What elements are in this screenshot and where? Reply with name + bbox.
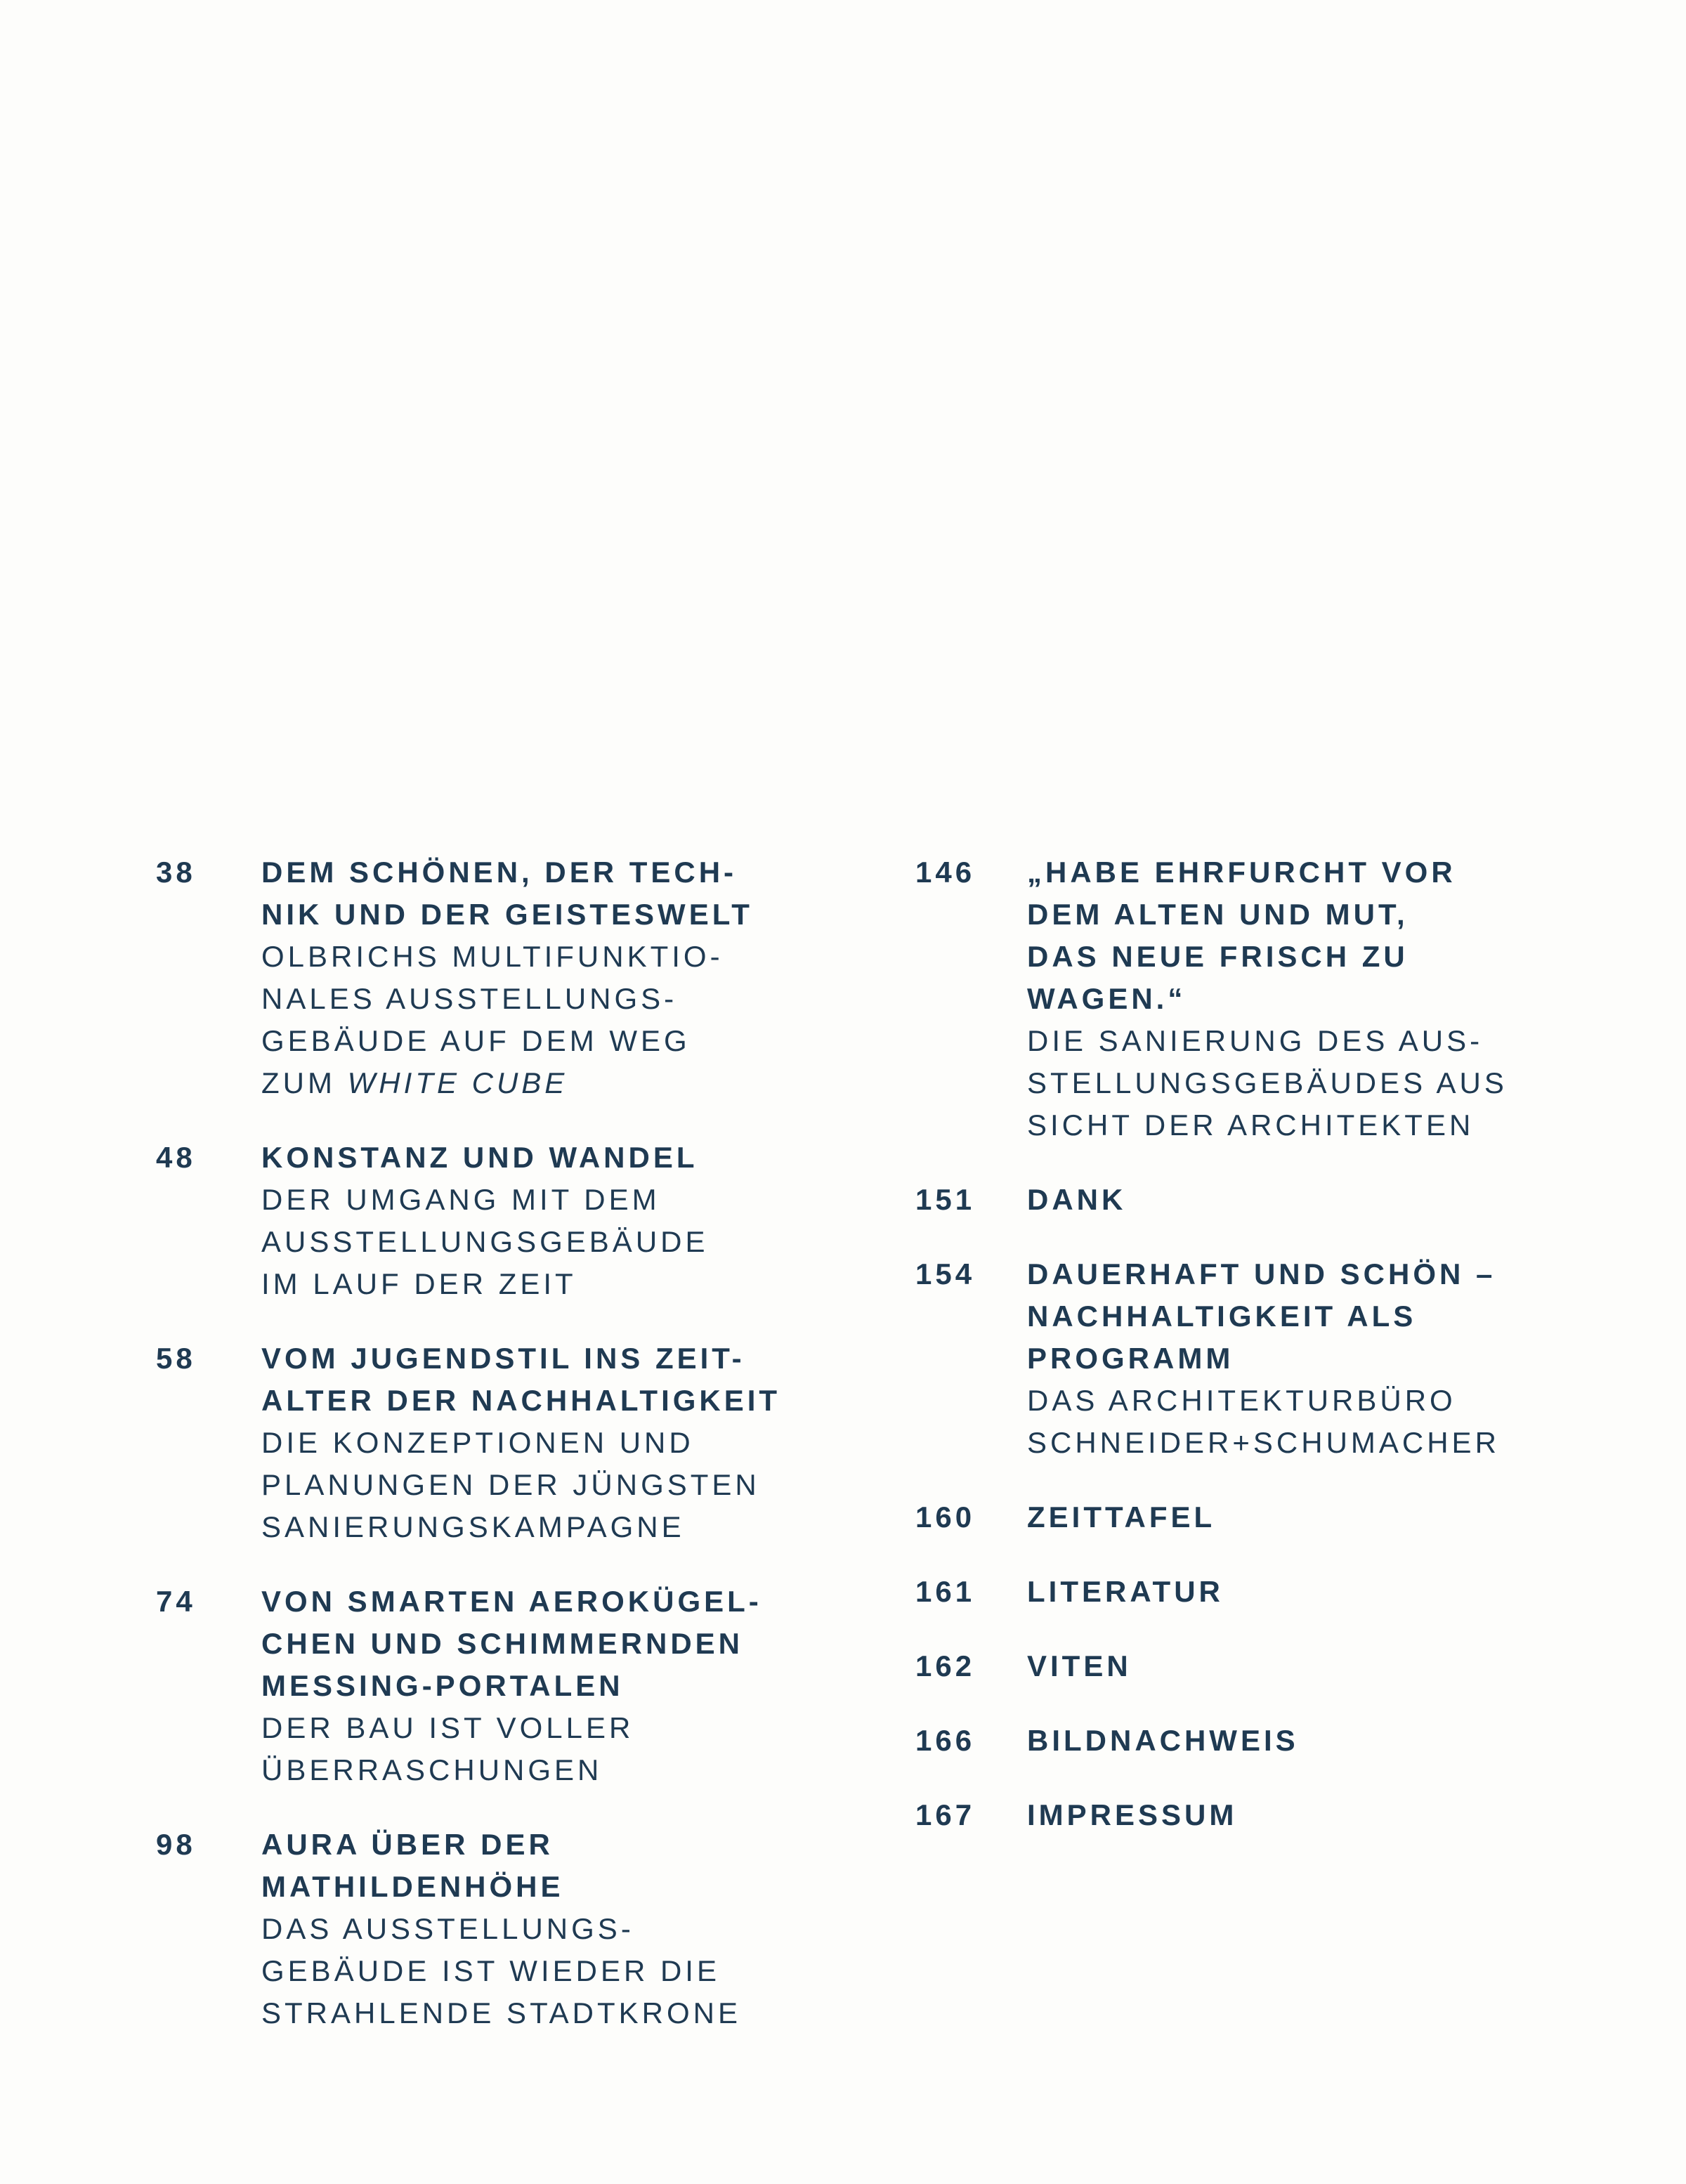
entry-text	[261, 1824, 887, 2034]
page-number: 48	[156, 1141, 196, 1174]
entry-title-line: AURA ÜBER DER	[261, 1828, 554, 1861]
entry-subtitle-line	[1027, 1062, 1625, 1104]
page-number: 160	[915, 1500, 976, 1534]
page-number: 151	[915, 1183, 976, 1216]
entry-title-line: LITERATUR	[1027, 1575, 1224, 1608]
subtitle-segment: DAS ARCHITEKTURBÜRO	[1027, 1384, 1456, 1417]
subtitle-segment: STRAHLENDE STADTKRONE	[261, 1996, 741, 2029]
entry-text	[1027, 1496, 1625, 1538]
toc-entry	[915, 851, 1625, 1146]
entry-subtitle-line	[261, 1422, 887, 1464]
subtitle-segment: NALES AUSSTELLUNGS-	[261, 982, 678, 1015]
entry-title-line: CHEN UND SCHIMMERNDEN	[261, 1627, 744, 1660]
entry-title-line: VITEN	[1027, 1649, 1132, 1682]
page-number: 146	[915, 856, 976, 889]
toc-entry	[156, 1581, 887, 1791]
toc-entry	[156, 1137, 887, 1305]
entry-text	[1027, 1645, 1625, 1687]
entry-title-line: ZEITTAFEL	[1027, 1500, 1216, 1534]
entry-text	[261, 851, 887, 1104]
entry-text	[1027, 1571, 1625, 1613]
entry-subtitle-line	[1027, 1380, 1625, 1422]
entry-title-line: VOM JUGENDSTIL INS ZEIT-	[261, 1342, 745, 1375]
subtitle-segment: STELLUNGSGEBÄUDES AUS	[1027, 1066, 1508, 1099]
entry-title-line: MATHILDENHÖHE	[261, 1870, 564, 1903]
subtitle-segment: DAS AUSSTELLUNGS-	[261, 1912, 634, 1945]
subtitle-segment: SANIERUNGSKAMPAGNE	[261, 1510, 685, 1543]
entry-subtitle-line	[261, 1221, 887, 1263]
page-number: 161	[915, 1575, 976, 1608]
entry-title-line: IMPRESSUM	[1027, 1798, 1238, 1831]
toc-entry	[915, 1496, 1625, 1538]
entry-text	[261, 1581, 887, 1791]
subtitle-segment: IM LAUF DER ZEIT	[261, 1267, 577, 1300]
entry-title-line: NIK UND DER GEISTESWELT	[261, 898, 753, 931]
subtitle-segment: ÜBERRASCHUNGEN	[261, 1753, 603, 1786]
subtitle-segment: DER UMGANG MIT DEM	[261, 1183, 660, 1216]
page-number: 38	[156, 856, 196, 889]
entry-title-line: NACHHALTIGKEIT ALS	[1027, 1300, 1417, 1333]
toc-column-right	[915, 851, 1625, 1869]
subtitle-segment: GEBÄUDE AUF DEM WEG	[261, 1024, 691, 1057]
entry-title-line: „HABE EHRFURCHT VOR	[1027, 856, 1456, 889]
entry-subtitle-line	[261, 1950, 887, 1992]
subtitle-segment: DIE KONZEPTIONEN UND	[261, 1426, 694, 1459]
entry-title-line: DEM ALTEN UND MUT,	[1027, 898, 1409, 931]
toc-entry	[156, 1824, 887, 2034]
entry-subtitle-line	[1027, 1104, 1625, 1146]
subtitle-segment-italic: WHITE CUBE	[347, 1066, 568, 1099]
page-number: 154	[915, 1257, 976, 1290]
subtitle-segment: GEBÄUDE IST WIEDER DIE	[261, 1954, 720, 1987]
subtitle-segment: PLANUNGEN DER JÜNGSTEN	[261, 1468, 760, 1501]
toc-entry	[915, 1794, 1625, 1836]
page-number: 98	[156, 1828, 196, 1861]
toc-entry	[915, 1571, 1625, 1613]
subtitle-segment: OLBRICHS MULTIFUNKTIO-	[261, 940, 724, 973]
entry-text	[1027, 1253, 1625, 1464]
toc-entry	[156, 851, 887, 1104]
entry-text	[1027, 1720, 1625, 1762]
entry-text	[1027, 1179, 1625, 1221]
entry-subtitle-line	[261, 1464, 887, 1506]
toc-entry	[915, 1253, 1625, 1464]
entry-subtitle-line	[1027, 1422, 1625, 1464]
entry-subtitle-line	[261, 978, 887, 1020]
entry-title-line: BILDNACHWEIS	[1027, 1724, 1299, 1757]
subtitle-segment: DER BAU IST VOLLER	[261, 1711, 634, 1744]
entry-title-line: MESSING-PORTALEN	[261, 1669, 624, 1702]
entry-subtitle-line	[261, 1263, 887, 1305]
subtitle-segment: ZUM	[261, 1066, 348, 1099]
entry-subtitle-line	[261, 1908, 887, 1950]
entry-subtitle-line	[261, 1506, 887, 1548]
subtitle-segment: SCHNEIDER+SCHUMACHER	[1027, 1426, 1500, 1459]
entry-title-line: DEM SCHÖNEN, DER TECH-	[261, 856, 738, 889]
entry-subtitle-line	[261, 1992, 887, 2034]
entry-title-line: DAS NEUE FRISCH ZU	[1027, 940, 1409, 973]
entry-subtitle-line	[261, 1707, 887, 1749]
entry-subtitle-line	[261, 1020, 887, 1062]
entry-title-line: PROGRAMM	[1027, 1342, 1234, 1375]
entry-text	[261, 1137, 887, 1305]
entry-title-line: ALTER DER NACHHALTIGKEIT	[261, 1384, 781, 1417]
entry-subtitle-line	[261, 936, 887, 978]
entry-subtitle-line	[1027, 1020, 1625, 1062]
subtitle-segment: AUSSTELLUNGSGEBÄUDE	[261, 1225, 709, 1258]
subtitle-segment: SICHT DER ARCHITEKTEN	[1027, 1109, 1475, 1142]
page-number: 166	[915, 1724, 976, 1757]
toc-entry	[156, 1338, 887, 1548]
entry-text	[1027, 851, 1625, 1146]
entry-title-line: DAUERHAFT UND SCHÖN –	[1027, 1257, 1496, 1290]
page-number: 162	[915, 1649, 976, 1682]
toc-entry	[915, 1179, 1625, 1221]
entry-subtitle-line	[261, 1179, 887, 1221]
entry-text	[1027, 1794, 1625, 1836]
entry-subtitle-line	[261, 1062, 887, 1104]
page-number: 74	[156, 1585, 196, 1618]
toc-column-left	[156, 851, 887, 2067]
subtitle-segment: DIE SANIERUNG DES AUS-	[1027, 1024, 1484, 1057]
entry-title-line: KONSTANZ UND WANDEL	[261, 1141, 698, 1174]
entry-title-line: VON SMARTEN AEROKÜGEL-	[261, 1585, 762, 1618]
entry-title-line: WAGEN.“	[1027, 982, 1187, 1015]
page-number: 58	[156, 1342, 196, 1375]
entry-subtitle-line	[261, 1749, 887, 1791]
toc-entry	[915, 1645, 1625, 1687]
toc-entry	[915, 1720, 1625, 1762]
page-number: 167	[915, 1798, 976, 1831]
entry-text	[261, 1338, 887, 1548]
entry-title-line: DANK	[1027, 1183, 1127, 1216]
